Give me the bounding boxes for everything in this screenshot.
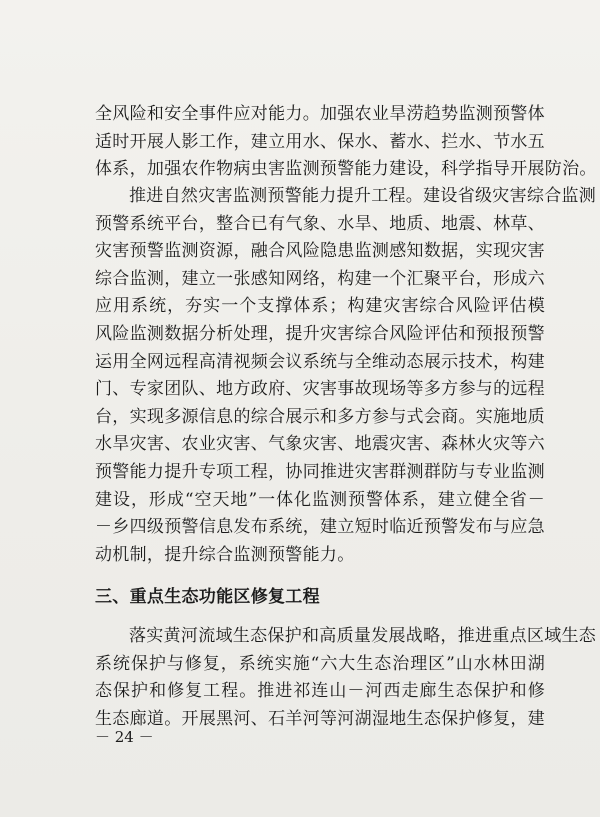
text-line: 风险监测数据分析处理，提升灾害综合风险评估和预报预警 [95, 323, 545, 344]
text-line: 全风险和安全事件应对能力。加强农业旱涝趋势监测预警体 [95, 104, 545, 124]
paragraph-1 [95, 101, 597, 184]
text-line: 灾害预警监测资源，融合风险隐患监测感知数据，实现灾害 [95, 241, 545, 262]
text-line: 门、专家团队、地方政府、灾害事故现场等多方参与的远程 [95, 379, 545, 400]
text-line: 综合监测，建立一张感知网络，构建一个汇聚平台，形成六 [95, 268, 545, 289]
text-line: 水旱灾害、农业灾害、气象灾害、地震灾害、森林火灾等六 [95, 434, 545, 455]
text-line: 预警能力提升专项工程，协同推进灾害群测群防与专业监测 [95, 461, 545, 482]
text-line: 体系，加强农作物病虫害监测预警能力建设，科学指导开展防治。 [95, 159, 597, 180]
text-line: －乡四级预警信息发布系统，建立短时临近预警发布与应急 [95, 517, 545, 538]
text-line: 生态廊道。开展黑河、石羊河等河湖湿地生态保护修复，建 [95, 708, 545, 729]
text-line: 落实黄河流域生态保护和高质量发展战略，推进重点区域生态 [129, 626, 597, 646]
text-line: 推进自然灾害监测预警能力提升工程。建设省级灾害综合监测 [129, 186, 597, 206]
paragraph-3 [95, 623, 597, 733]
paragraph-2 [95, 183, 597, 569]
section-heading: 三、重点生态功能区修复工程 [95, 587, 320, 607]
text-line: 动机制，提升综合监测预警能力。 [95, 544, 355, 565]
text-line: 运用全网远程高清视频会议系统与全维动态展示技术，构建 [95, 351, 545, 372]
text-line: 应用系统，夯实一个支撑体系；构建灾害综合风险评估模 [95, 296, 545, 317]
text-line: 台，实现多源信息的综合展示和多方参与式会商。实施地质 [95, 406, 545, 427]
text-line: 系统保护与修复，系统实施“六大生态治理区”山水林田湖 [95, 653, 545, 674]
page-number: － 24 － [95, 728, 154, 746]
text-line: 预警系统平台，整合已有气象、水旱、地质、地震、林草、 [95, 213, 545, 234]
text-line: 适时开展人影工作，建立用水、保水、蓄水、拦水、节水五 [95, 131, 545, 152]
text-line: 建设，形成“空天地”一体化监测预警体系，建立健全省－ [95, 489, 545, 510]
text-line: 态保护和修复工程。推进祁连山－河西走廊生态保护和修 [95, 681, 545, 702]
